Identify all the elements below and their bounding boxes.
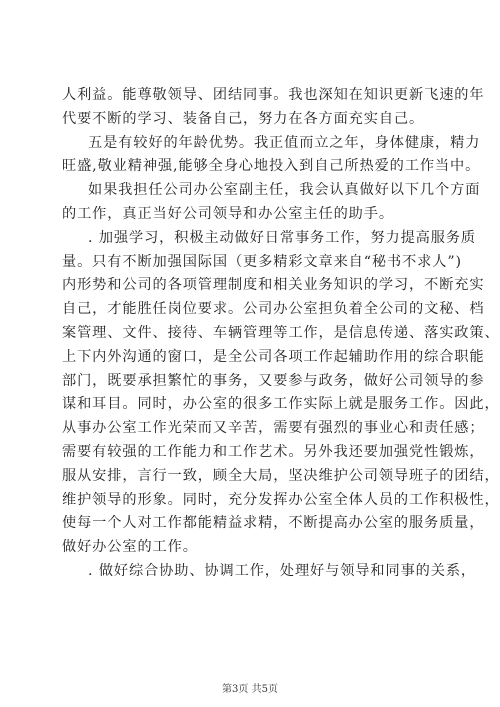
document-body bbox=[62, 84, 500, 584]
text-line: 维护领导的形象。同时，充分发挥办公室全体人员的工作积极性， bbox=[62, 491, 500, 508]
text-line: 谋和耳目。同时，办公室的很多工作实际上就是服务工作。因此， bbox=[62, 396, 500, 413]
text-line: 自己，才能胜任岗位要求。公司办公室担负着全公司的文秘、档 bbox=[62, 301, 485, 318]
text-line: 做好办公室的工作。 bbox=[62, 539, 198, 556]
text-line: 五是有较好的年龄优势。我正值而立之年，身体健康，精力 bbox=[88, 134, 481, 151]
text-line: 旺盛,敬业精神强,能够全身心地投入到自己所热爱的工作当中。 bbox=[62, 158, 481, 175]
text-line: 部门，既要承担繁忙的事务，又要参与政务，做好公司领导的参 bbox=[62, 372, 485, 389]
text-line: 上下内外沟通的窗口，是全公司各项工作起辅助作用的综合职能 bbox=[62, 348, 485, 365]
text-line: 代要不断的学习、装备自己，努力在各方面充实自己。 bbox=[62, 110, 425, 127]
text-line: 人利益。能尊敬领导、团结同事。我也深知在知识更新飞速的年 bbox=[62, 87, 485, 103]
text-line: . 做好综合协助、协调工作，处理好与领导和同事的关系， bbox=[88, 562, 477, 579]
text-line: . 加强学习，积极主动做好日常事务工作，努力提高服务质 bbox=[88, 229, 477, 246]
text-line: 需要有较强的工作能力和工作艺术。另外我还要加强党性锻炼， bbox=[62, 443, 485, 460]
text-line: 使每一个人对工作都能精益求精，不断提高办公室的服务质量， bbox=[62, 515, 485, 532]
page-number-footer: 第3页 共5页 bbox=[222, 684, 278, 695]
text-line: 案管理、文件、接待、车辆管理等工作，是信息传递、落实政策、 bbox=[62, 324, 500, 341]
text-line: 如果我担任公司办公室副主任，我会认真做好以下几个方面 bbox=[88, 182, 481, 199]
text-line: 服从安排，言行一致，顾全大局，坚决维护公司领导班子的团结， bbox=[62, 467, 500, 484]
text-line: 的工作，真正当好公司领导和办公室主任的助手。 bbox=[62, 205, 394, 222]
text-line: 从事办公室工作光荣而又辛苦，需要有强烈的事业心和责任感； bbox=[62, 420, 485, 437]
text-line: 内形势和公司的各项管理制度和相关业务知识的学习，不断充实 bbox=[62, 277, 485, 294]
text-line: 量。只有不断加强国际国（更多精彩文章来自“秘书不求人”) bbox=[62, 253, 462, 270]
